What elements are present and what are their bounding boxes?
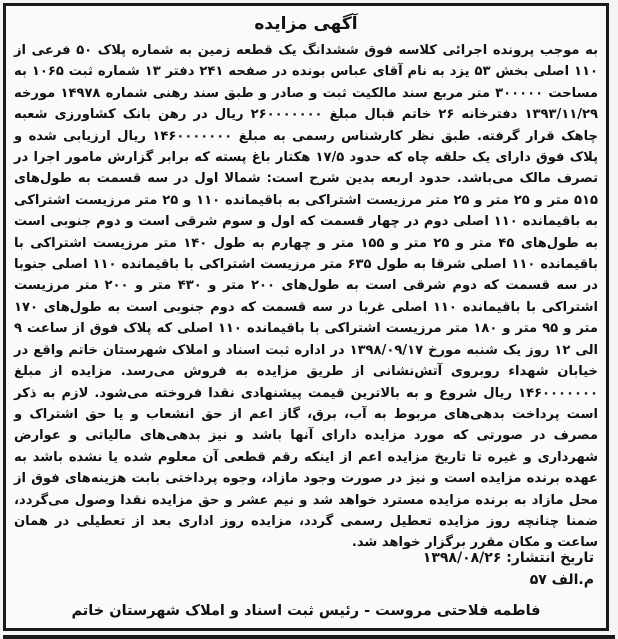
bottom-divider bbox=[3, 635, 615, 639]
signature-line: فاطمه فلاحتی مروست - رئیس ثبت اسناد و املاک شهرستان خاتم bbox=[71, 603, 541, 619]
notice-title: آگهی مزایده bbox=[254, 14, 358, 34]
notice-body: به موجب پرونده اجرائی کلاسه فوق ششدانگ یک قطعه زمین به شماره پلاک ۵۰ فرعی از ۱۱۰ اصلی بخش ۵۳ یزد به نام آقای عباس بونده در صفحه ۲۴۱ دفتر ۱۳ شماره ثبت ۱۰۶۵ به مساحت ۳۰۰۰۰۰ متر مربع سند مالکیت ثبت و صادر و طبق سند رهنی شماره ۱۴۹۷۸ مورخه ۱۳۹۳/۱۱/۲۹ دفترخانه ۲۶ خاتم قبال مبلغ ۲۶۰۰۰۰۰۰۰ ریال در رهن بانک کشاورزی شعبه چاهک قرار گرفته. طبق نظر کارشناس رسمی به مبلغ ۱۴۶۰۰۰۰۰۰۰ ریال ارزیابی شده و پلاک فوق دارای یک حلقه چاه که حدود ۱۷/۵ هکتار باغ پسته که برابر گزارش مامور اجرا در تصرف مالک می‌باشد. حدود اربعه بدین شرح است: شمالا اول در سه قسمت به طول‌های ۵۱۵ متر و ۲۵ متر و ۲۵ متر مرزیست اشتراکی به باقیمانده ۱۱۰ و ۲۵ متر مرزیست اشتراکی به باقیمانده ۱۱۰ اصلی دوم در چهار قسمت که اول و سوم شرقی است و دوم جنوبی است به طول‌های ۴۵ متر و ۲۵ متر و ۱۵۵ متر و چهارم به طول ۱۴۰ متر مرزیست اشتراکی با باقیمانده ۱۱۰ اصلی شرقا به طول ۶۳۵ متر مرزیست اشتراکی با باقیمانده ۱۱۰ اصلی جنوبا در سه قسمت که دوم شرقی است به طول‌های ۲۰۰ متر و ۴۳۰ متر و ۲۰۰ متر مرزیست اشتراکی با باقیمانده ۱۱۰ اصلی غربا در سه قسمت که دوم جنوبی است به طول‌های ۱۷۰ متر و ۹۵ متر و ۱۸۰ متر مرزیست اشتراکی با باقیمانده ۱۱۰ اصلی که پلاک فوق از ساعت ۹ الی ۱۲ روز یک شنبه مورخ ۱۳۹۸/۰۹/۱۷ در اداره ثبت اسناد و املاک شهرستان خاتم واقع در خیابان شهداء روبروی آتش‌نشانی از طریق مزایده به فروش می‌رسد. مزایده از مبلغ ۱۴۶۰۰۰۰۰۰۰ ریال شروع و به بالاترین قیمت پیشنهادی نقدا فروخته می‌شود. لازم به ذکر است پرداخت بدهی‌های مربوط به آب، برق، گاز اعم از حق انشعاب و یا حق اشتراک و مصرف در صورتی که مورد مزایده دارای آنها باشد و نیز بدهی‌های مالیاتی و عوارض شهرداری و غیره تا تاریخ مزایده اعم از اینکه رقم قطعی آن معلوم شده یا نشده باشد به عهده برنده مزایده است و نیز در صورت وجود مازاد، وجوه پرداختی بابت هزینه‌های فوق از محل مازاد به برنده مزایده مسترد خواهد شد و نیم عشر و حق مزایده نقدا وصول می‌گردد، ضمنا چنانچه روز مزایده تعطیل رسمی گردد، مزایده روز اداری بعد از تعطیلی در همان ساعت و مکان مقرر برگزار خواهد شد. bbox=[14, 43, 599, 551]
reference-number: م.الف ۵۷ bbox=[529, 572, 594, 588]
publish-date: تاریخ انتشار: ۱۳۹۸/۰۸/۲۶ bbox=[422, 550, 594, 566]
notice-frame bbox=[3, 3, 609, 631]
